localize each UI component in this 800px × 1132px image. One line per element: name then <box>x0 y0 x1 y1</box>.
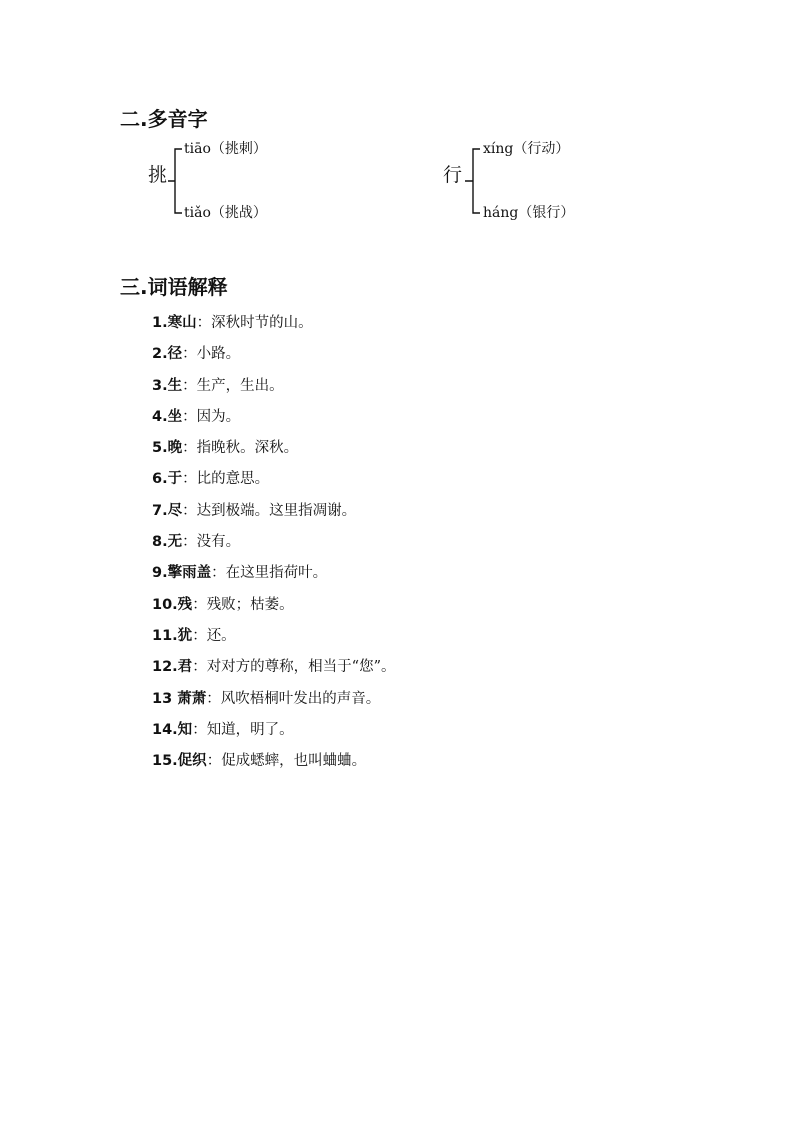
glossary-term: 3.生 <box>152 377 183 394</box>
polyphone-char: 挑 <box>148 164 168 186</box>
list-item <box>152 406 396 437</box>
glossary-separator: ： <box>196 315 212 331</box>
glossary-separator: ： <box>206 753 222 770</box>
glossary-definition: 对对方的尊称，相当于“您”。 <box>206 659 396 676</box>
list-item <box>152 656 396 687</box>
glossary-definition: 比的意思。 <box>196 471 270 488</box>
glossary-definition: 因为。 <box>196 408 241 425</box>
glossary-separator: ： <box>192 627 207 644</box>
glossary-definition: 知道，明了。 <box>206 721 294 738</box>
glossary-definition: 促成蟋蟀，也叫蛐蛐。 <box>221 753 367 770</box>
glossary-separator: ： <box>192 659 207 676</box>
glossary-term: 12.君 <box>152 659 193 676</box>
list-item <box>152 531 396 562</box>
glossary-separator: ： <box>182 377 197 394</box>
polyphone-char: 行 <box>443 164 463 186</box>
glossary-separator: ： <box>182 440 197 457</box>
glossary-definition: 深秋时节的山。 <box>211 315 313 331</box>
glossary-term: 11.犹 <box>152 627 193 644</box>
list-item <box>152 500 396 531</box>
glossary-separator: ： <box>182 471 197 488</box>
glossary-definition: 没有。 <box>196 534 241 551</box>
polyphone-group-xing <box>443 138 703 228</box>
glossary-term: 7.尽 <box>152 502 183 519</box>
glossary-term: 1.寒山 <box>152 315 197 331</box>
list-item <box>152 343 396 374</box>
polyphone-reading: tiāo（挑刺） <box>184 141 267 157</box>
list-item <box>152 468 396 499</box>
glossary-separator: ： <box>182 346 197 363</box>
bracket-icon <box>443 138 483 228</box>
glossary-term: 9.擎雨盖 <box>152 565 212 582</box>
glossary-separator: ： <box>182 502 197 519</box>
glossary-separator: ： <box>192 596 207 613</box>
polyphone-reading: háng（银行） <box>483 205 575 221</box>
list-item <box>152 594 396 625</box>
glossary-term: 13 萧萧 <box>152 690 207 707</box>
list-item <box>152 719 396 750</box>
glossary-definition: 残败；枯萎。 <box>206 596 294 613</box>
glossary-term: 10.残 <box>152 596 193 613</box>
list-item <box>152 625 396 656</box>
glossary-term: 8.无 <box>152 534 183 551</box>
glossary-term: 15.促织 <box>152 753 207 770</box>
glossary-term: 2.径 <box>152 346 183 363</box>
glossary-separator: ： <box>192 721 207 738</box>
glossary-definition: 指晚秋。深秋。 <box>196 440 299 457</box>
glossary-separator: ： <box>211 565 226 582</box>
glossary-definition: 达到极端。这里指凋谢。 <box>196 502 357 519</box>
glossary-term: 4.坐 <box>152 408 183 425</box>
polyphone-reading: xíng（行动） <box>483 141 570 157</box>
polyphone-group-tiao <box>148 138 408 228</box>
list-item <box>152 375 396 406</box>
glossary-term: 5.晚 <box>152 440 183 457</box>
glossary-separator: ： <box>182 534 197 551</box>
list-item <box>152 688 396 719</box>
list-item <box>152 312 396 343</box>
glossary-list <box>152 312 396 781</box>
list-item <box>152 437 396 468</box>
glossary-definition: 在这里指荷叶。 <box>225 565 328 582</box>
list-item <box>152 750 396 781</box>
glossary-separator: ： <box>182 408 197 425</box>
glossary-term: 14.知 <box>152 721 193 738</box>
list-item <box>152 562 396 593</box>
polyphone-reading: tiǎo（挑战） <box>184 205 267 221</box>
glossary-definition: 生产，生出。 <box>196 377 284 394</box>
section-glossary-title: 三.词语解释 <box>120 275 228 299</box>
glossary-definition: 还。 <box>206 627 236 644</box>
glossary-definition: 风吹梧桐叶发出的声音。 <box>220 690 381 707</box>
bracket-icon <box>148 138 188 228</box>
glossary-definition: 小路。 <box>196 346 241 363</box>
glossary-separator: ： <box>206 690 221 707</box>
glossary-term: 6.于 <box>152 471 183 488</box>
section-polyphone-title: 二.多音字 <box>120 107 208 131</box>
